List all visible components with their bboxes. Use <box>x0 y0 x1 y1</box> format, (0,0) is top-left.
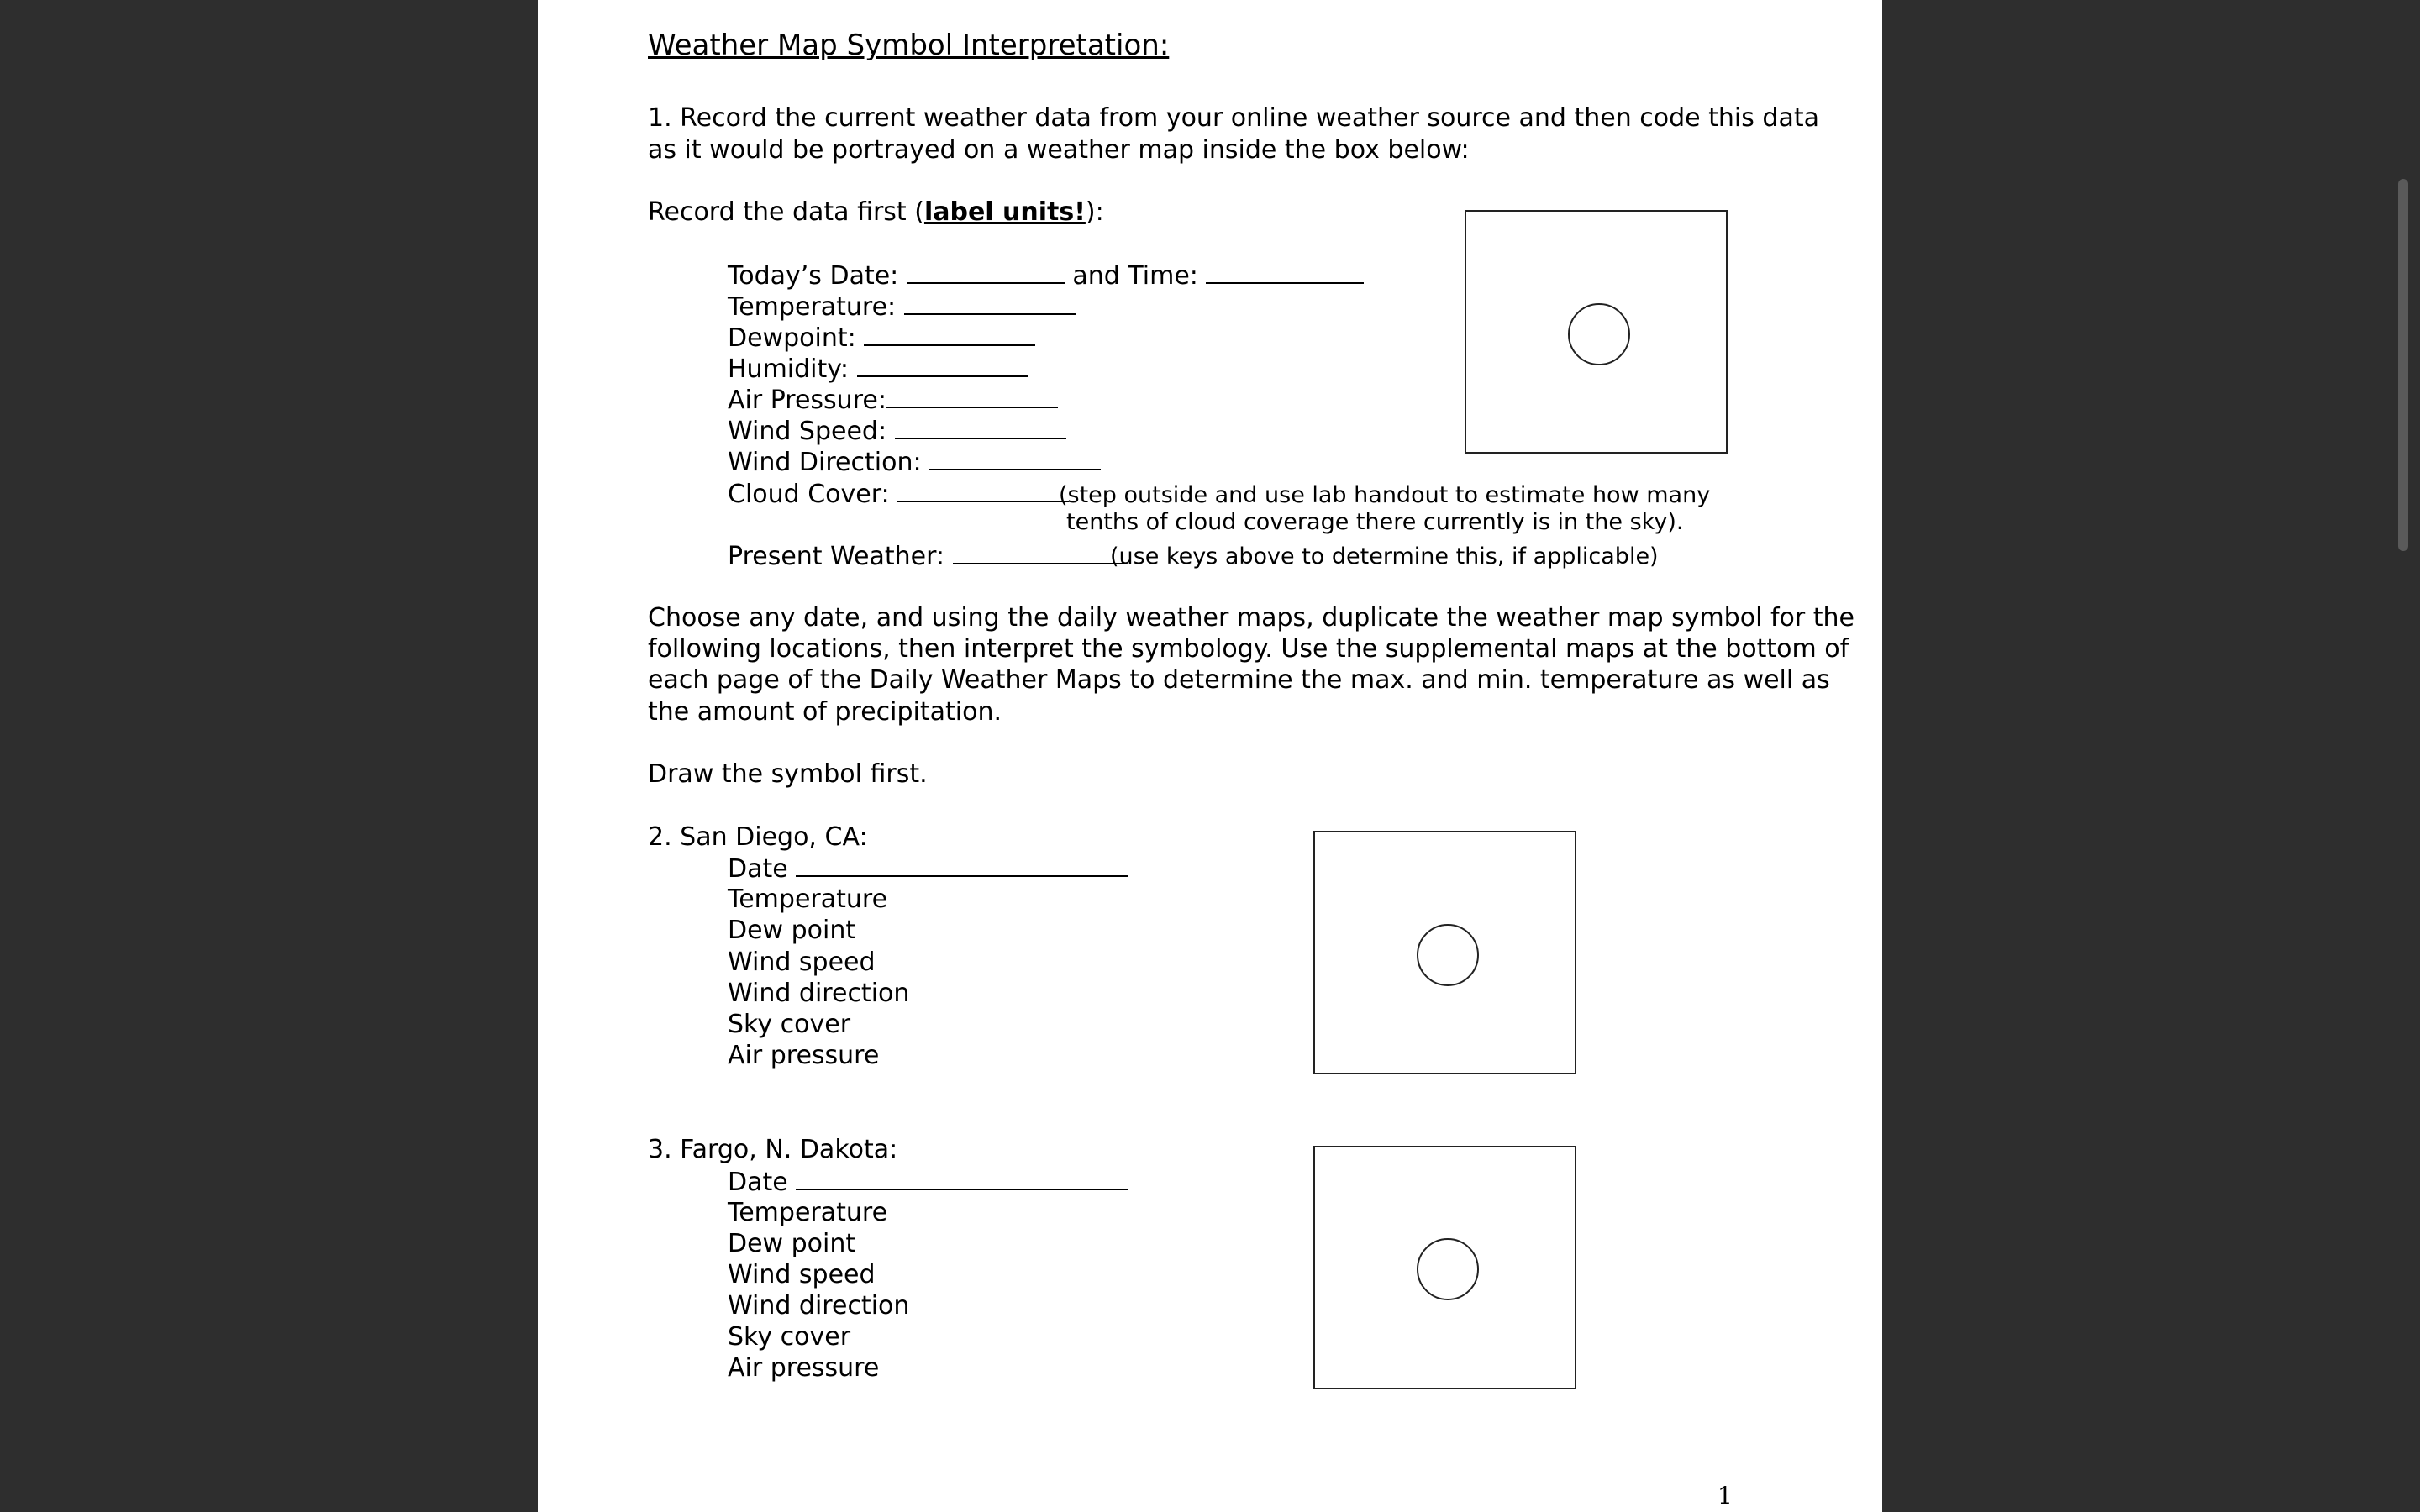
present-weather-blank[interactable] <box>953 541 1124 564</box>
paragraph-line-3: each page of the Daily Weather Maps to determine the max. and min. temperature as well as <box>648 665 1830 695</box>
q3-heading: 3. Fargo, N. Dakota: <box>648 1135 898 1164</box>
cloud-cover-blank[interactable] <box>897 479 1069 502</box>
q3-air-pressure: Air pressure <box>728 1353 880 1383</box>
q2-wind-speed: Wind speed <box>728 948 876 977</box>
record-bold: label units! <box>923 197 1086 227</box>
record-instruction <box>648 197 1104 228</box>
q2-air-pressure: Air pressure <box>728 1041 880 1070</box>
record-prefix: Record the data first ( <box>648 197 924 227</box>
q2-dew-point: Dew point <box>728 916 856 945</box>
field-dewpoint <box>728 323 1035 354</box>
q3-sky-cover: Sky cover <box>728 1322 851 1352</box>
q2-date-blank[interactable] <box>796 853 1128 877</box>
q1-line1: 1. Record the current weather data from your online weather source and then code this data <box>648 103 1819 133</box>
cloud-note-2: tenths of cloud coverage there currently is in the sky). <box>1066 509 1684 535</box>
document-page <box>538 0 1882 1512</box>
draw-first: Draw the symbol first. <box>648 759 928 789</box>
air-pressure-blank[interactable] <box>886 385 1058 408</box>
field-time-label: and Time: <box>1072 261 1198 291</box>
q3-dew-point: Dew point <box>728 1229 856 1258</box>
paragraph-line-4: the amount of precipitation. <box>648 697 1002 727</box>
field-present-weather-label: Present Weather: <box>728 542 944 571</box>
field-dewpoint-label: Dewpoint: <box>728 323 856 353</box>
page-number: 1 <box>1718 1482 1733 1509</box>
q3-date-blank[interactable] <box>796 1167 1128 1190</box>
q3-wind-direction: Wind direction <box>728 1291 910 1320</box>
station-circle-3 <box>1417 1238 1479 1300</box>
vertical-scrollbar[interactable] <box>2398 179 2408 551</box>
field-present-weather <box>728 541 1124 572</box>
date-blank[interactable] <box>907 260 1065 284</box>
field-humidity <box>728 354 1028 385</box>
station-circle-1 <box>1568 303 1630 365</box>
wind-direction-blank[interactable] <box>929 447 1101 470</box>
station-circle-2 <box>1417 924 1479 986</box>
temperature-blank[interactable] <box>904 291 1076 315</box>
field-air-pressure <box>728 385 1058 416</box>
q2-wind-direction: Wind direction <box>728 979 910 1008</box>
paragraph-line-1: Choose any date, and using the daily weather maps, duplicate the weather map symbol for the <box>648 603 1854 633</box>
time-blank[interactable] <box>1206 260 1364 284</box>
record-suffix: ): <box>1085 197 1104 227</box>
cloud-note-1: (step outside and use lab handout to estimate how many <box>1059 482 1711 508</box>
q1-line2: as it would be portrayed on a weather map inside the box below: <box>648 135 1470 165</box>
q2-date-label: Date <box>728 854 788 884</box>
field-humidity-label: Humidity: <box>728 354 849 384</box>
page-title: Weather Map Symbol Interpretation: <box>648 29 1170 62</box>
field-cloud-cover-label: Cloud Cover: <box>728 480 890 509</box>
wind-speed-blank[interactable] <box>895 416 1066 439</box>
dewpoint-blank[interactable] <box>864 323 1035 346</box>
q3-temperature: Temperature <box>728 1198 888 1227</box>
field-temperature <box>728 291 1076 323</box>
field-date-label: Today’s Date: <box>728 261 899 291</box>
field-wind-speed-label: Wind Speed: <box>728 417 887 446</box>
q3-wind-speed: Wind speed <box>728 1260 876 1289</box>
q2-temperature: Temperature <box>728 885 888 914</box>
paragraph-line-2: following locations, then interpret the symbology. Use the supplemental maps at the bottom of <box>648 634 1849 664</box>
q2-date <box>728 853 1128 885</box>
humidity-blank[interactable] <box>857 354 1028 377</box>
field-air-pressure-label: Air Pressure: <box>728 386 886 415</box>
q3-date-label: Date <box>728 1168 788 1197</box>
field-wind-direction <box>728 447 1101 478</box>
field-wind-direction-label: Wind Direction: <box>728 448 922 477</box>
present-note: (use keys above to determine this, if applicable) <box>1110 543 1659 570</box>
q2-heading: 2. San Diego, CA: <box>648 822 868 852</box>
field-wind-speed <box>728 416 1066 447</box>
field-cloud-cover <box>728 479 1069 510</box>
q2-sky-cover: Sky cover <box>728 1010 851 1039</box>
q3-date <box>728 1167 1128 1198</box>
field-date <box>728 260 1364 291</box>
field-temperature-label: Temperature: <box>728 292 897 322</box>
